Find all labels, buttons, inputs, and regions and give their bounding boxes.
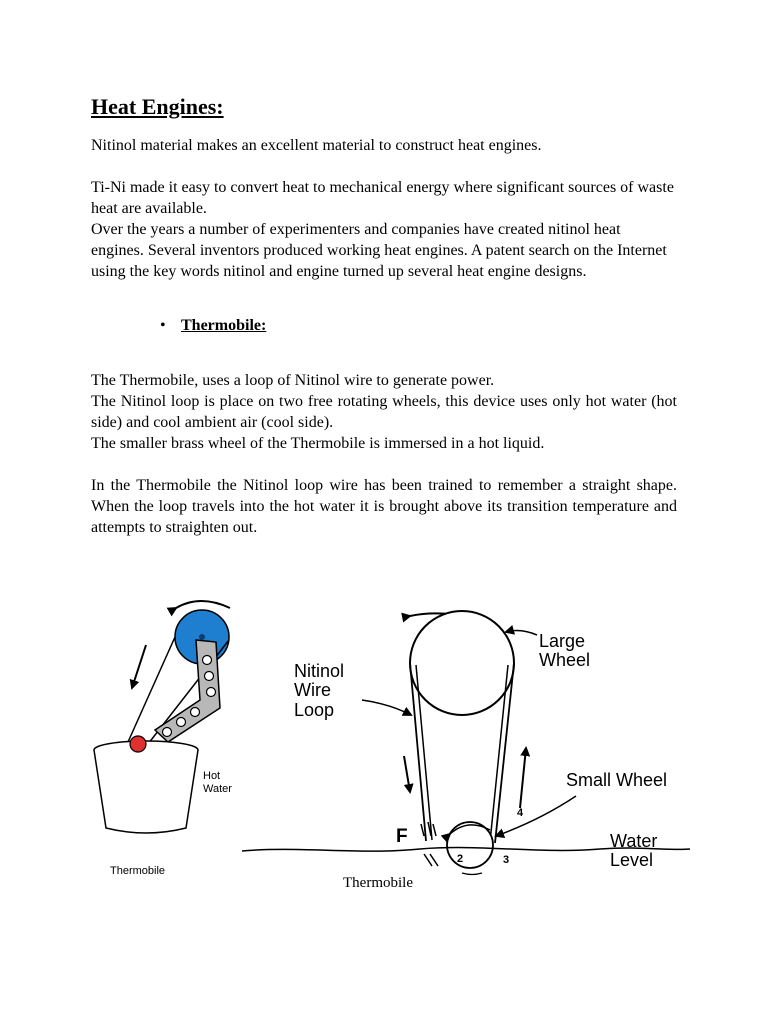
thermobile-figure: [0, 570, 768, 900]
hot-water-bucket: [94, 750, 198, 833]
arm-hole: [177, 718, 186, 727]
large-wheel-pointer-arrow-icon: [506, 631, 537, 635]
arm-hole: [191, 708, 200, 717]
force-label: F: [396, 826, 408, 847]
water-level-label-line1: Water: [610, 831, 658, 851]
small-wheel-label: Small Wheel: [566, 770, 668, 790]
position-2-label: 2: [457, 853, 464, 865]
large-wheel: [410, 611, 514, 715]
page-heading: Heat Engines:: [91, 94, 224, 119]
large-wheel-label-line1: Large: [539, 631, 586, 651]
up-motion-arrow-icon: [520, 748, 526, 808]
figure-caption: Thermobile: [343, 875, 413, 891]
nitinol-label-line3: Loop: [294, 700, 335, 720]
water-level-label-line2: Level: [610, 850, 654, 870]
wheel-axle: [199, 634, 205, 640]
wheel-shadow-arc: [462, 873, 482, 875]
large-wheel-label-line2: Wheel: [539, 650, 591, 670]
arm-hole: [163, 728, 172, 737]
nitinol-label-line1: Nitinol: [294, 661, 345, 681]
force-marks-lower: [424, 854, 438, 866]
bullet-dot: •: [160, 317, 166, 334]
paragraph-conversion: Ti-Ni made it easy to convert heat to mechanical energy where significant sources of waste heat are available.: [91, 179, 674, 217]
force-marks: [421, 822, 436, 836]
paragraph-history: Over the years a number of experimenters and companies have created nitinol heat engines. Several inventors produced working heat engines. A patent search on the Internet using the key words nitinol and engine turned up several heat engine designs.: [91, 221, 667, 280]
paragraph-trained-shape: In the Thermobile the Nitinol loop wire has been trained to remember a straight shape. When the loop travels into the hot water it is brought above its transition temperature and attempts to straighten out.: [91, 477, 677, 536]
bullet-thermobile: [160, 315, 266, 336]
paragraph-intro: Nitinol material makes an excellent material to construct heat engines.: [91, 137, 542, 154]
left-figure-caption: Thermobile: [110, 865, 166, 877]
left-thermobile-illustration: [94, 601, 232, 877]
downward-arrow-icon: [132, 645, 146, 688]
position-3-label: 3: [503, 854, 510, 866]
position-4-label: 4: [517, 807, 524, 819]
hot-water-label-line2: Water: [203, 783, 232, 795]
bullet-thermobile-label: Thermobile:: [181, 317, 267, 334]
hot-water-label-line1: Hot: [203, 770, 221, 782]
rotation-arrow-icon: [176, 601, 230, 608]
down-motion-arrow-icon: [404, 756, 410, 792]
small-wheel-red: [130, 736, 146, 752]
paragraph-thermobile-intro: The Thermobile, uses a loop of Nitinol wire to generate power.: [91, 372, 495, 389]
arm-hole: [207, 688, 216, 697]
nitinol-label-line2: Wire: [294, 680, 331, 700]
paragraph-loop-wheels: The Nitinol loop is place on two free rotating wheels, this device uses only hot water (hot side) and cool ambient air (cool side).: [91, 393, 677, 431]
small-wheel-pointer-arrow-icon: [496, 796, 576, 836]
arm-hole: [203, 656, 212, 665]
right-thermobile-diagram: [242, 611, 690, 875]
paragraph-brass-wheel: The smaller brass wheel of the Thermobile is immersed in a hot liquid.: [91, 435, 545, 452]
nitinol-pointer-arrow-icon: [362, 700, 411, 715]
arm-hole: [205, 672, 214, 681]
